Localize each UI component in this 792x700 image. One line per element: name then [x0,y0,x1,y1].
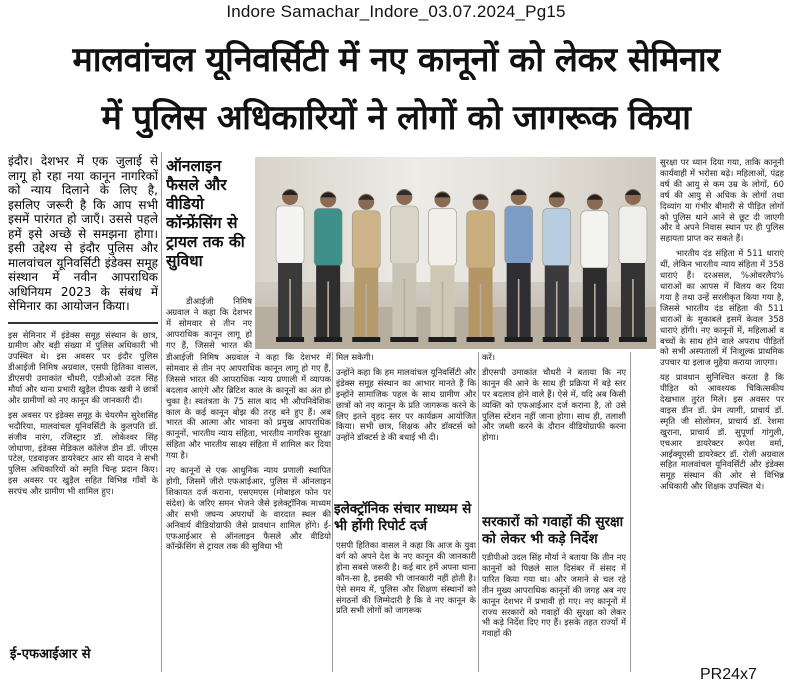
footer-code: PR24x7 [700,666,757,683]
intro-paragraph: इंदौर। देशभर में एक जुलाई से लागू हो रहा नया कानून नागरिकों को न्याय दिलाने के लिए है, इसलिए जरूरी है कि आप सभी इसमें पारंगत हो जाएँ। उससे पहले हमें इसे अच्छे से समझना होगा। इसी उद्देश्य से इंदौर पुलिस और मालवांचल यूनिवर्सिटी इंडेक्स समूह संस्थान में नवीन आपराधिक अधिनियम 2023 के संबंध में सेमिनार का आयोजन किया। [8,154,158,313]
article-paragraph: भारतीय दंड संहिता में 511 धाराएं थीं, लेकिन भारतीय न्याय संहिता में 358 धाराएं हैं। दरअसल, %ओवरलैप% धाराओं का आपस में विलय कर दिया गया है तथा उन्हें सरलीकृत किया गया है, जिससे भारतीय दंड संहिता की 511 धाराओं के मुकाबले इसमें केवल 358 धाराएं होंगी। नए कानूनों में, महिलाओं व बच्चों के साथ होने वाले अपराध पीड़ितों को सभी अस्पतालों में निःशुल्क प्राथमिक उपचार या इलाज मुहैया कराया जाएगा। [660,248,784,368]
article-paragraph: करें। [482,352,496,362]
person-7 [505,189,533,342]
column-divider [478,352,479,672]
subheading-witness-protection: सरकारों को गवाहों की सुरक्षा को लेकर भी कड़े निर्देश [482,514,624,547]
efir-heading: ई-एफआईआर से [10,647,91,662]
person-3 [352,194,380,342]
headline-line-1: मालवांचल यूनिवर्सिटी में नए कानूनों को लेकर सेमिनार [72,40,720,80]
column-3-top [336,352,476,500]
masthead: Indore Samachar_Indore_03.07.2024_Pg15 [226,2,566,21]
article-paragraph: डीआईजी निमिष अग्रवाल ने कहा कि देशभर में सोमवार से तीन नए आपराधिक कानून लागू हो गए हैं, जिससे भारत की [166,296,252,350]
column-3-bottom [336,540,476,672]
article-paragraph: उन्होंने कहा कि हम मालवांचल यूनिवर्सिटी और इंडेक्स समूह संस्थान का आभार मानते हैं कि इन्होंने सामाजिक पहल के साथ ग्रामीण और छात्रों को नए कानून के प्रति जागरूक करने के लिए इतने वृहद स्तर पर कार्यक्रम आयोजित किया। सभी छात्र, शिक्षक और डॉक्टर्स को उन्होंने डॉक्टर्स डे की बधाई भी दी। [336,366,476,443]
article-paragraph: यह प्रावधान सुनिश्चित करता है कि पीड़ित को आवश्यक चिकित्सकीय देखभाल तुरंत मिले। इस अवसर पर वाइस डीन डॉ. प्रेम त्यागी, प्राचार्य डॉ. स्मृति जी सोलोमन, प्राचार्य डॉ. रेशमा खुराना, प्राचार्य डॉ. सुपूर्णा गांगुली, एचआर डायरेक्टर रूपेश वर्मा, आईक्यूएसी डायरेक्टर डॉ. रोली अग्रवाल सहित मालवांचल यूनिवर्सिटी और इंडेक्स समूह संस्थान की ओर से विभिन्न अधिकारी और शिक्षक उपस्थित थे। [660,372,784,492]
column-2-top [166,296,252,352]
column-5 [660,157,784,662]
article-paragraph: डीआईजी निमिष अग्रवाल ने कहा कि देशभर में सोमवार से तीन नए आपराधिक कानून लागू हो गए हैं, जिससे भारत की आपराधिक न्याय प्रणाली में व्यापक बदलाव आएंगे और ब्रिटिश काल के कानूनों का अंत हो चुका है। स्वतंत्रता के 75 साल बाद भी औपनिवेशिक काल के कई कानून बोझ की तरह बने हुए हैं। अब भारत की आत्मा और भावना को प्रमुख आपराधिक कानूनों, भारतीय न्याय संहिता, भारतीय नागरिक सुरक्षा संहिता और भारतीय साक्ष्य संहिता में शामिल कर दिया गया है। [166,352,331,461]
event-photo [255,157,656,349]
person-1 [276,189,304,342]
column-divider [332,352,333,672]
column-divider [630,352,631,672]
article-paragraph: डीएसपी उमाकांत चौधरी ने बताया कि नए कानून की आने के साथ ही प्रक्रिया में बड़े स्तर पर बदलाव होने वाले हैं। ऐसे में, यदि अब किसी व्यक्ति को एफआईआर दर्ज कराना है, तो उसे पुलिस स्टेशन नहीं जाना होगा। साथ ही, तलाशी और जब्ती करने के दौरान वीडियोग्राफी करना होगा। [482,366,626,443]
person-2 [314,191,342,342]
column-4-bottom [482,552,626,672]
intro-box [8,154,158,324]
article-paragraph: इस सेमिनार में इंडेक्स समूह संस्थान के छात्र, ग्रामीण और बड़ी संख्या में पुलिस अधिकारी भी उपस्थित थे। इस अवसर पर इंदौर पुलिस डीआईजी निमिष अग्रवाल, एसपी हितिका वासल, डीएसपी उमाकांत चौधरी, एडीओओ उदल सिंह मौर्या और थाना प्रभारी खुड़ैल दीपक खत्री ने छात्रों और ग्रामीणों को नए कानून की जानकारी दी। [8,329,158,405]
person-5 [428,191,456,342]
group-of-people [255,157,656,349]
article-paragraph: नए कानूनों से एक आधुनिक न्याय प्रणाली स्थापित होगी, जिसमें जीरो एफआईआर, पुलिस में ऑनलाइन शिकायत दर्ज कराना, एसएमएस (मोबाइल फोन पर संदेश) के जरिए समन भेजने जैसे इलेक्ट्रॉनिक माध्यम और सभी जघन्य अपराधों के वारदात स्थल की अनिवार्य वीडियोग्राफी जैसे प्रावधान शामिल होंगे। ई-एफआईआर से ऑनलाइन फैसले और वीडियो कॉन्फ्रेंसिंग से ट्रायल तक की सुविधा भी [166,465,331,552]
subheading-electronic-reports: इलेक्ट्रॉनिक संचार माध्यम से भी होंगी रिपोर्ट दर्ज [334,501,472,534]
column-4-top [482,352,626,512]
person-8 [543,191,571,342]
column-2 [166,352,331,672]
article-paragraph: सुरक्षा पर ध्यान दिया गया, ताकि कानूनी कार्यवाही में भरोसा बढ़े। महिलाओं, पंद्रह वर्ष की आयु से कम उम्र के लोगों, 60 वर्ष की आयु से अधिक के लोगों तथा दिव्यांग या गंभीर बीमारी से पीड़ित लोगों को पुलिस थाने आने से छूट दी जाएगी और वे अपने निवास स्थान पर ही पुलिस सहायता प्राप्त कर सकते हैं। [660,157,784,244]
person-4 [390,189,418,342]
person-9 [581,194,609,342]
person-6 [467,194,495,342]
article-paragraph: एडीपीओ उदल सिंह मौर्या ने बताया कि तीन नए कानूनों को पिछले साल दिसंबर में संसद में पारित किया गया था। और जमाने से चल रहे तीन मुख्य आपराधिक कानूनों की जगह अब नए कानून देशभर में प्रभावी हो गए। नए कानूनों में राज्य सरकारों को गवाहों की सुरक्षा को लेकर भी कड़े निर्देश दिए गए हैं। इसके तहत राज्यों में गवाहों की [482,552,626,639]
person-10 [619,189,647,342]
column-1 [8,154,158,642]
headline-line-2: में पुलिस अधिकारियों ने लोगों को जागरूक किया [101,98,691,138]
article-paragraph: एसपी हितिका वासल ने कहा कि आज के युवा वर्ग को अपने देश के नए कानून की जानकारी होना सबसे जरूरी है। कई बार हमें अपना थाना कौन-सा है, इसकी भी जानकारी नहीं होती है। ऐसे समय में, पुलिस और शिक्षण संस्थानों को संगठनों की जिम्मेदारी है कि वे नए कानून के प्रति सभी लोगों को जागरूक [336,540,476,616]
side-heading: ऑनलाइन फैसले और वीडियो कॉन्फ्रेंसिंग से ट्रायल तक की सुविधा [166,157,245,270]
article-paragraph: मिल सकेगी। [336,352,374,362]
article-paragraph: इस अवसर पर इंडेक्स समूह के चेयरमैन सुरेशसिंह भदौरिया, मालवांचल यूनिवर्सिटी के कुलपति डॉ. संजीव नारंग, रजिस्ट्रार डॉ. लोकेश्वर सिंह जोधाणा, इंडेक्स मेडिकल कॉलेज डीन डॉ. जीएस पटेल, एडवाइजर डायरेक्टर आर सी यादव ने सभी पुलिस अधिकारियों को स्मृति चिन्ह प्रदान किए। इस अवसर पर खुड़ैल सहित विभिन्न गाँवों के सरपंच और ग्रामीण भी शामिल हुए। [8,409,158,497]
column-divider [161,152,162,672]
